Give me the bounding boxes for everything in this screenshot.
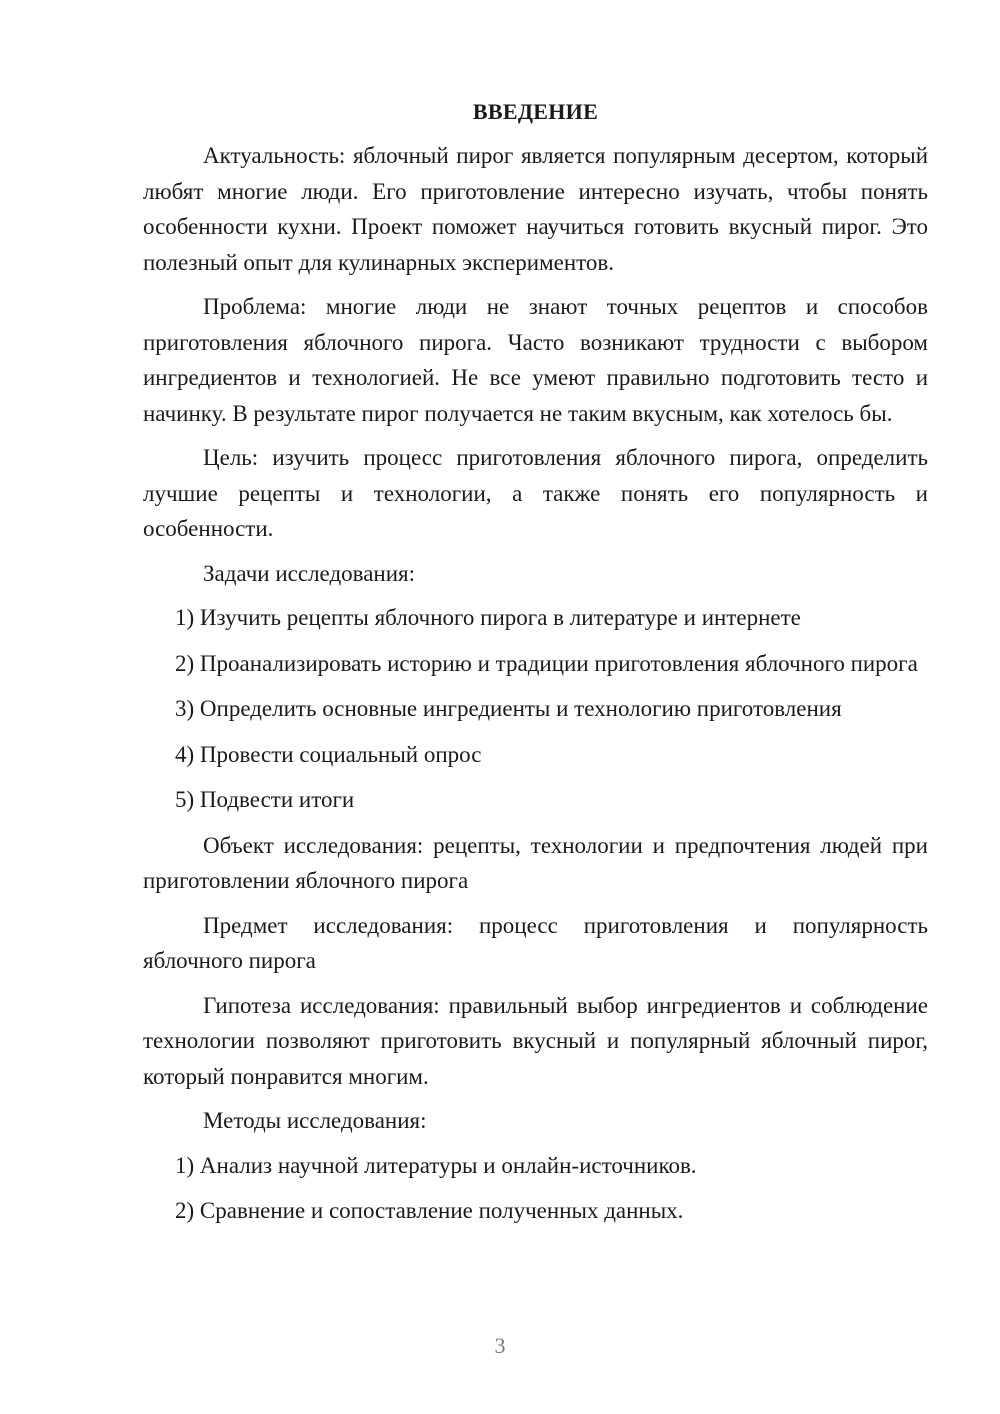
task-item: 5) Подвести итоги — [175, 787, 355, 812]
section-heading: ВВЕДЕНИЕ — [472, 99, 599, 124]
subject-paragraph: Предмет исследования: процесс приготовления и популярность яблочного пирога — [143, 912, 928, 973]
task-item: 3) Определить основные ингредиенты и технологию приготовления — [175, 696, 842, 721]
page-number: 3 — [494, 1333, 506, 1358]
method-item: 2) Сравнение и сопоставление полученных данных. — [175, 1198, 684, 1223]
goal-paragraph: Цель: изучить процесс приготовления яблочного пирога, определить лучшие рецепты и технологии, а также понять его популярность и особенности. — [143, 445, 928, 541]
task-item: 1) Изучить рецепты яблочного пирога в литературе и интернете — [175, 605, 801, 630]
tasks-title: Задачи исследования: — [203, 560, 416, 586]
object-paragraph: Объект исследования: рецепты, технологии и предпочтения людей при приготовлении яблочного пирога — [143, 832, 928, 893]
methods-title: Методы исследования: — [203, 1108, 427, 1133]
task-item: 4) Провести социальный опрос — [175, 741, 482, 767]
relevance-paragraph: Актуальность: яблочный пирог является популярным десертом, который любят многие люди. Его приготовление интересно изучать, чтобы понять особенности кухни. Проект поможет научиться готовить вкусный пирог. Это полезный опыт для кулинарных экспериментов. — [143, 143, 928, 275]
method-item: 1) Анализ научной литературы и онлайн-источников. — [175, 1152, 697, 1178]
page-content — [143, 94, 928, 1239]
problem-paragraph: Проблема: многие люди не знают точных рецептов и способов приготовления яблочного пирога. Часто возникают трудности с выбором ингредиентов и технологией. Не все умеют правильно подготовить тесто и начинку. В результате пирог получается не таким вкусным, как хотелось бы. — [143, 294, 928, 426]
task-item: 2) Проанализировать историю и традиции приготовления яблочного пирога — [175, 650, 918, 676]
hypothesis-paragraph: Гипотеза исследования: правильный выбор ингредиентов и соблюдение технологии позволяют приготовить вкусный и популярный яблочный пирог, который понравится многим. — [143, 992, 928, 1089]
